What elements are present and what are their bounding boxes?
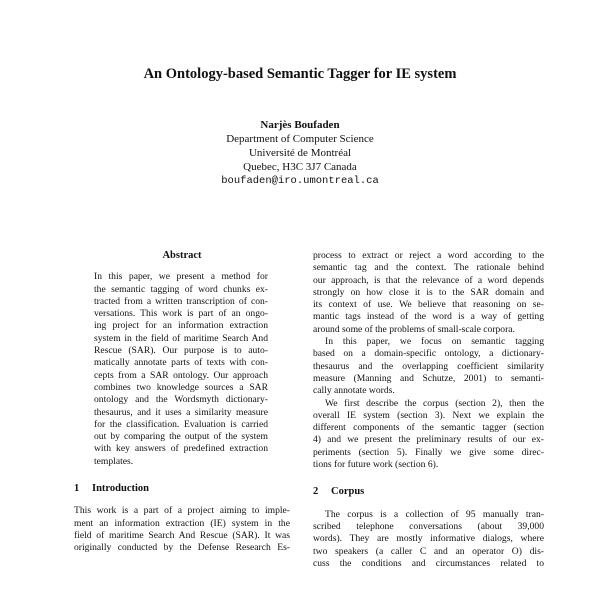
text-line: thesaurus and the overlapping coefficient similarity <box>313 360 544 372</box>
text-line: our approach, is that the relevance of a word depends <box>313 274 544 286</box>
corpus-text <box>313 509 544 570</box>
abstract-line: ontology and the Wordsmyth dictionary- <box>94 394 268 406</box>
text-line: process to extract or reject a word according to the <box>313 250 544 261</box>
corpus-line: cuss the conditions and circumstances related to <box>313 557 544 569</box>
author-university: Université de Montréal <box>248 147 352 159</box>
corpus-line: scribed telephone conversations (about 39,000 <box>313 520 544 532</box>
abstract-line: matically annotate parts of texts with con- <box>94 357 268 369</box>
abstract-line: system in the field of maritime Search And <box>94 332 268 344</box>
intro-line: field of maritime Search And Rescue (SAR). It was <box>74 529 290 541</box>
abstract-line: for the classification. Evaluation is carried <box>94 418 268 430</box>
abstract-heading: Abstract <box>162 250 202 261</box>
text-line: periments (section 5). Finally we give some direc- <box>313 446 544 458</box>
corpus-line: The corpus is a collection of 95 manually tran- <box>325 508 544 520</box>
text-line: measure (Manning and Schutze, 2001) to semanti- <box>313 372 544 384</box>
abstract-text <box>94 271 268 468</box>
right-column <box>313 250 544 570</box>
text-line: strongly on how close it is to the SAR domain and <box>313 286 544 298</box>
text-line: In this paper, we focus on semantic tagging <box>325 336 544 348</box>
intro-line: ment an information extraction (IE) system in the <box>74 517 290 529</box>
abstract-line: versations. This work is part of an ongo- <box>94 308 268 320</box>
intro-line: This work is a part of a project aiming to imple- <box>74 505 290 517</box>
introduction-text <box>74 505 290 554</box>
text-line: around some of the problems of small-scale corpora. <box>313 323 515 335</box>
text-line: different components of the semantic tagger (section <box>313 422 544 434</box>
abstract-line: with key answers of predefined extraction <box>94 443 268 455</box>
text-line: based on a domain-specific ontology, a dictionary- <box>313 348 544 360</box>
text-line: mantic tags instead of the word is a way of getting <box>313 311 544 323</box>
abstract-line: combines two knowledge sources a SAR <box>94 381 268 393</box>
paragraph-cont <box>313 348 544 397</box>
text-line: semantic tag and the context. The rationale behind <box>313 262 544 274</box>
author-block <box>0 118 600 188</box>
abstract-line: In this paper, we present a method for <box>94 271 268 283</box>
abstract-line: Rescue (SAR). Our purpose is to auto- <box>94 345 268 357</box>
abstract-line: cepts from a SAR ontology. Our approach <box>94 369 268 381</box>
text-line: 4) and we present the preliminary results of our ex- <box>313 434 544 446</box>
text-line: overall IE system (section 3). Next we explain the <box>313 409 544 421</box>
intro-line: originally conducted by the Defense Research Es- <box>74 542 290 554</box>
author-department: Department of Computer Science <box>226 133 374 145</box>
paragraph <box>313 250 544 336</box>
corpus-line: words). They are mostly informative dialogs, where <box>313 533 544 545</box>
paragraph <box>313 398 544 410</box>
abstract-line: thesaurus, and it uses a similarity measure <box>94 406 268 418</box>
abstract-line: templates. <box>94 455 134 467</box>
text-line: We first describe the corpus (section 2), then the <box>325 397 544 409</box>
section-title: Introduction <box>92 483 149 495</box>
abstract-line: out by comparing the output of the system <box>94 431 268 443</box>
section-heading-corpus <box>313 486 544 498</box>
left-column <box>74 250 290 555</box>
section-title: Corpus <box>331 486 365 498</box>
section-heading-introduction <box>74 483 290 495</box>
author-email[interactable]: boufaden@iro.umontreal.ca <box>221 175 379 187</box>
paragraph <box>313 336 544 348</box>
paragraph-cont <box>313 410 544 471</box>
text-line: tions for future work (section 6). <box>313 459 439 471</box>
abstract-line: ing project for an information extraction <box>94 320 268 332</box>
section-number: 1 <box>74 483 80 495</box>
abstract-line: the semantic tagging of word chunks ex- <box>94 283 268 295</box>
text-line: its context of use. We believe that reasoning on se- <box>313 299 544 311</box>
author-location: Quebec, H3C 3J7 Canada <box>243 161 357 173</box>
abstract-line: tracted from a written transcription of con- <box>94 295 268 307</box>
corpus-line: two speakers (a caller C and an operator O) dis- <box>313 545 544 557</box>
paper-title: An Ontology-based Semantic Tagger for IE system <box>143 66 457 82</box>
section-number: 2 <box>313 486 319 498</box>
author-name: Narjès Boufaden <box>260 119 340 131</box>
text-line: cally annotate words. <box>313 385 395 397</box>
